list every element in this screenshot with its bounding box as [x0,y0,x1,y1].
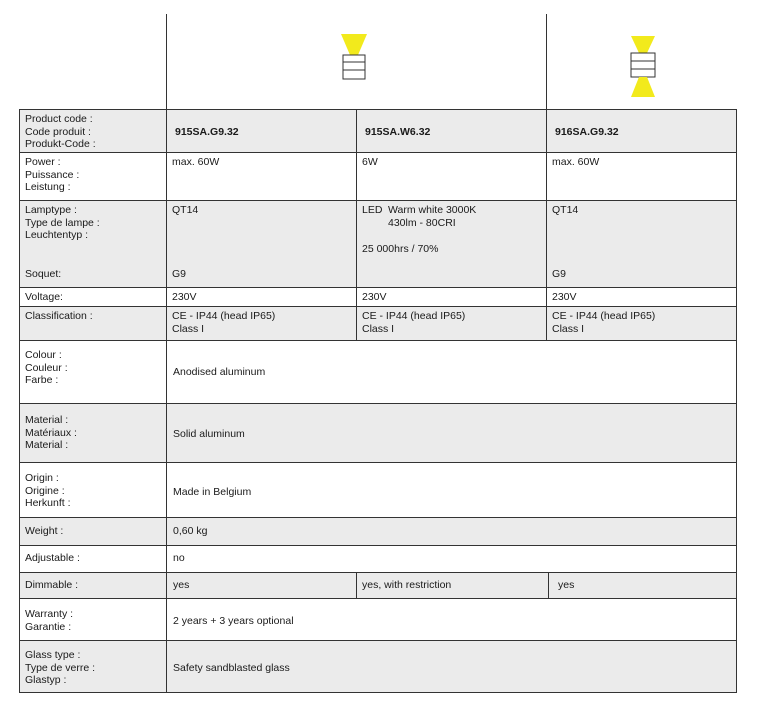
material-value: Solid aluminum [173,428,245,440]
lamptype-label: Lamptype : Type de lampe : Leuchtentyp : [25,204,100,241]
glass-label: Glass type : Type de verre : Glastyp : [25,649,96,686]
power-value-2: 6W [362,156,378,168]
voltage-value-3: 230V [552,291,577,303]
up-down-light-icon [628,35,658,99]
lamptype-value-3: QT14 [552,204,579,216]
lamptype-led-life: 25 000hrs / 70% [362,243,439,255]
voltage-value-2: 230V [362,291,387,303]
soquet-value-1: G9 [172,268,187,280]
dimmable-label: Dimmable : [25,579,79,591]
lamptype-led: LED [362,204,383,216]
product-code-label: Product code : Code produit : Produkt-Code : [25,113,96,150]
dimmable-value-1: yes [173,579,190,591]
material-label: Material : Matériaux : Material : [25,414,77,451]
power-label: Power : Puissance : Leistung : [25,156,80,193]
product-code-1: 915SA.G9.32 [175,126,239,138]
lamptype-led-spec: Warm white 3000K 430lm - 80CRI [388,204,477,229]
weight-value: 0,60 kg [173,525,208,537]
glass-value: Safety sandblasted glass [173,662,290,674]
dimmable-value-2: yes, with restriction [362,579,452,591]
classification-value-2: CE - IP44 (head IP65) Class I [362,310,466,335]
soquet-value-3: G9 [552,268,567,280]
adjustable-value: no [173,552,185,564]
power-value-3: max. 60W [552,156,600,168]
voltage-value-1: 230V [172,291,197,303]
adjustable-label: Adjustable : [25,552,80,564]
power-value-1: max. 60W [172,156,220,168]
classification-label: Classification : [25,310,93,322]
origin-label: Origin : Origine : Herkunft : [25,472,71,509]
weight-label: Weight : [25,525,64,537]
colour-value: Anodised aluminum [173,366,266,378]
colour-label: Colour : Couleur : Farbe : [25,349,68,386]
classification-value-1: CE - IP44 (head IP65) Class I [172,310,276,335]
product-code-2: 915SA.W6.32 [365,126,431,138]
uplight-icon [339,33,369,83]
classification-value-3: CE - IP44 (head IP65) Class I [552,310,656,335]
product-code-3: 916SA.G9.32 [555,126,619,138]
voltage-label: Voltage: [25,291,63,303]
warranty-label: Warranty : Garantie : [25,608,74,633]
dimmable-value-3: yes [558,579,575,591]
lamptype-value-1: QT14 [172,204,199,216]
soquet-label: Soquet: [25,268,62,280]
warranty-value: 2 years + 3 years optional [173,615,294,627]
origin-value: Made in Belgium [173,486,252,498]
